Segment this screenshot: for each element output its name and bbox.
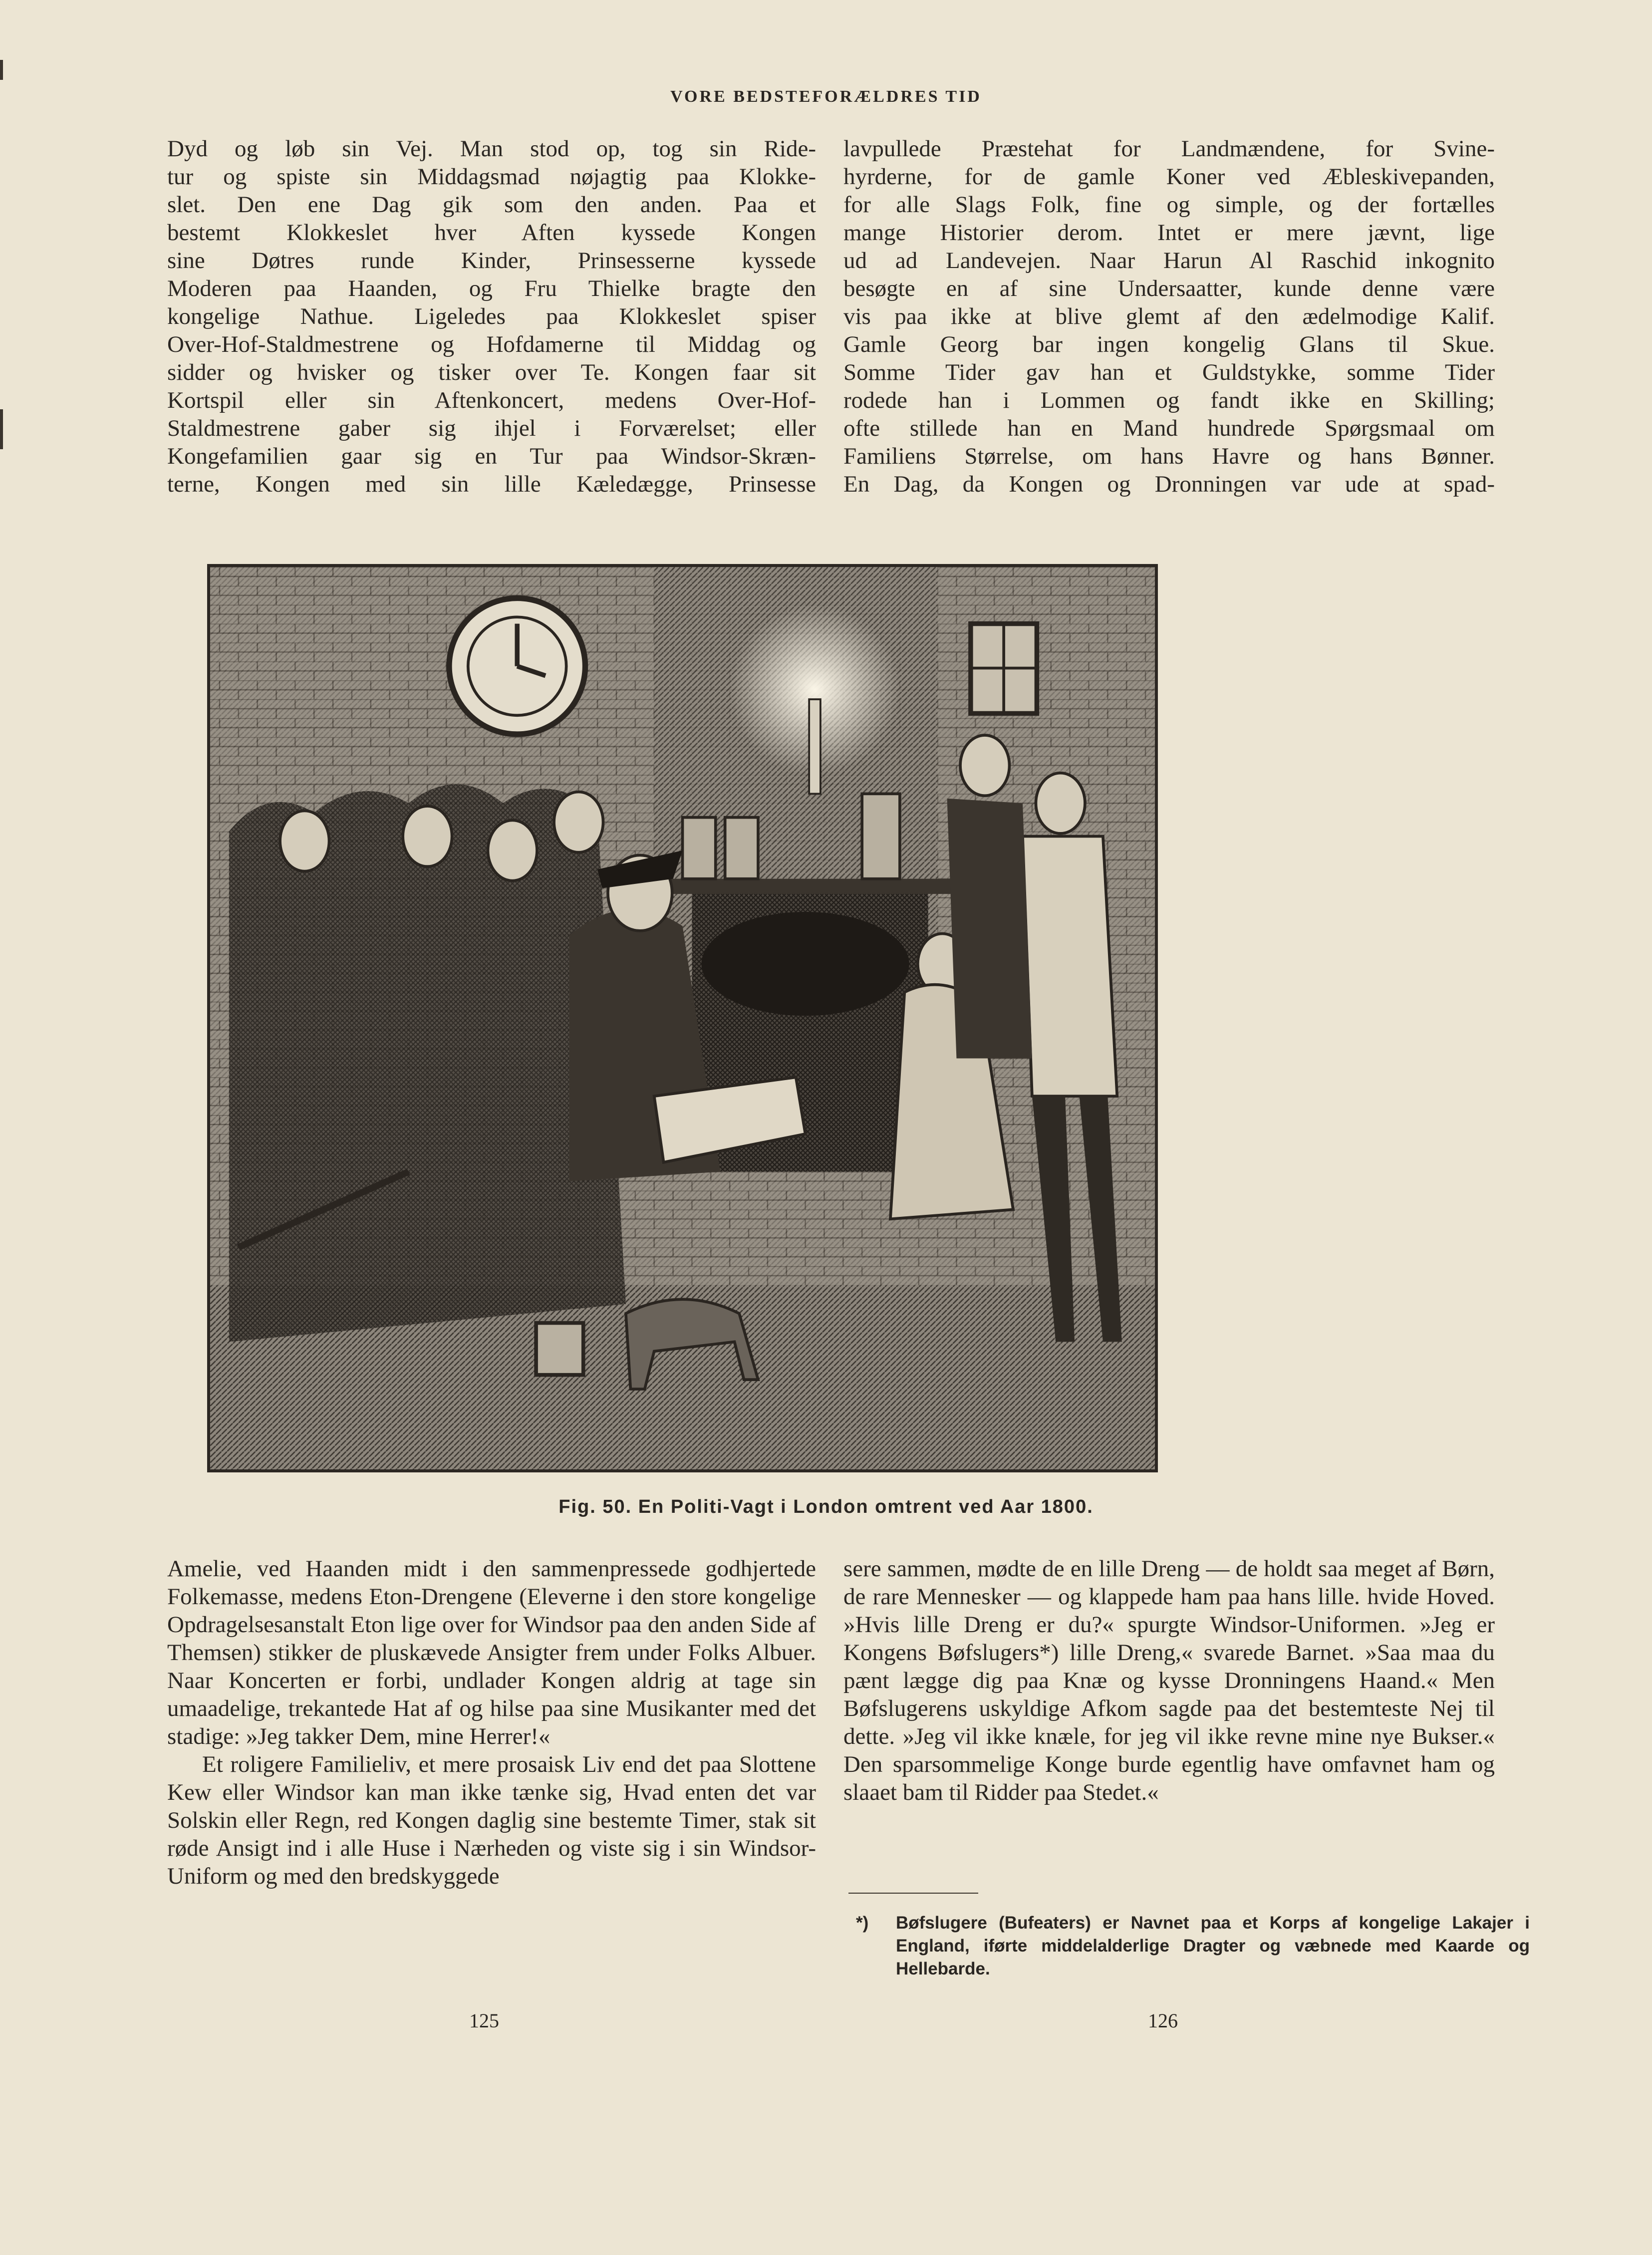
text-line: ofte stillede han en Mand hundrede Spørgsmaal om [843,415,1495,441]
text-line: Dyd og løb sin Vej. Man stod op, tog sin Ride- [167,136,816,162]
text-line: hyrderne, for de gamle Koner ved Æbleskivepanden, [843,164,1495,190]
text-line: sidder og hvisker og tisker over Te. Kongen faar sit [167,359,816,385]
top-right-column [843,135,1495,498]
bottom-right-column [843,1555,1495,1806]
text-line: slet. Den ene Dag gik som den anden. Paa et [167,192,816,218]
text-line: besøgte en af sine Undersaatter, kunde denne være [843,276,1495,301]
text-line: sine Døtres runde Kinder, Prinsesserne kyssede [167,248,816,274]
footnote-marker: *) [856,1913,869,1933]
paragraph: Amelie, ved Haanden midt i den sammenpressede godhjertede Folkemasse, medens Eton-Drengene (Eleverne i den store kongelige Opdragelsesanstalt Eton lige over for Windsor paa den anden Side af Themsen) stikker de pluskævede Ansigter frem under Folks Albuer. Naar Koncerten er forbi, undlader Kongen aldrig at tage sin umaadelige, trekantede Hat af og hilse paa sine Musikanter med det stadige: »Jeg takker Dem, mine Herrer!« [167,1556,816,1749]
text-line: lavpullede Præstehat for Landmændene, for Svine- [843,136,1495,162]
footnote-text: Bøfslugere (Bufeaters) er Navnet paa et Korps af kongelige Lakajer i England, iførte middelalderlige Dragter og væbnede med Kaarde og Hellebarde. [896,1913,1530,1978]
page-number-left: 125 [469,2009,499,2032]
text-line: Familiens Størrelse, om hans Havre og hans Bønner. [843,443,1495,469]
text-line: Over-Hof-Staldmestrene og Hofdamerne til Middag og [167,331,816,357]
top-left-column [167,135,816,498]
engraving-illustration [210,567,1155,1469]
text-line: Staldmestrene gaber sig ihjel i Forværelset; eller [167,415,816,441]
text-line: rodede han i Lommen og fandt ikke en Skilling; [843,387,1495,413]
text-line: tur og spiste sin Middagsmad nøjagtig paa Klokke- [167,164,816,190]
paragraph: Et roligere Familieliv, et mere prosaisk Liv end det paa Slottene Kew eller Windsor kan man ikke tænke sig, Hvad enten det var Solskin eller Regn, red Kongen daglig sine bestemte Timer, stak sit røde Ansigt ind i alle Huse i Nærheden og viste sig i sin Windsor-Uniform og med den bredskyggede [167,1751,816,1889]
text-line: terne, Kongen med sin lille Kæledægge, Prinsesse [167,471,816,497]
text-line: Kongefamilien gaar sig en Tur paa Windsor-Skræn- [167,443,816,469]
margin-mark [0,60,3,80]
text-line: for alle Slags Folk, fine og simple, og der fortælles [843,192,1495,218]
page-number-right: 126 [1148,2009,1178,2032]
text-line: kongelige Nathue. Ligeledes paa Klokkeslet spiser [167,303,816,329]
text-line: Moderen paa Haanden, og Fru Thielke bragte den [167,276,816,301]
running-head: VORE BEDSTEFORÆLDRES TID [670,87,982,106]
paragraph: sere sammen, mødte de en lille Dreng — de holdt saa meget af Børn, de rare Mennesker — og klappede ham paa hans lille. hvide Hoved. »Hvis lille Dreng er du?« spurgte Windsor-Uniformen. »Jeg er Kongens Bøfslugers*) lille Dreng,« svarede Barnet. »Saa maa du pænt lægge dig paa Knæ og kysse Dronningens Haand.« Men Bøfslugerens uskyldige Afkom sagde paa det bestemteste Nej til dette. »Jeg vil ikke knæle, for jeg vil ikke revne mine nye Bukser.« Den sparsommelige Konge burde egentlig have omfavnet ham og slaaet bam til Ridder paa Stedet.« [843,1556,1495,1805]
footnote-rule [848,1893,978,1894]
engraving-figure [207,564,1158,1472]
text-line: bestemt Klokkeslet hver Aften kyssede Kongen [167,220,816,246]
text-line: vis paa ikke at blive glemt af den ædelmodige Kalif. [843,303,1495,329]
bottom-left-column [167,1555,816,1890]
margin-mark [0,409,3,449]
text-line: Kortspil eller sin Aftenkoncert, medens Over-Hof- [167,387,816,413]
text-line: ud ad Landevejen. Naar Harun Al Raschid inkognito [843,248,1495,274]
text-line: En Dag, da Kongen og Dronningen var ude at spad- [843,471,1495,497]
wall-clock-icon [449,598,585,734]
text-line: mange Historier derom. Intet er mere jævnt, lige [843,220,1495,246]
text-line: Somme Tider gav han et Guldstykke, somme Tider [843,359,1495,385]
figure-caption: Fig. 50. En Politi-Vagt i London omtrent ved Aar 1800. [558,1496,1094,1517]
text-line: Gamle Georg bar ingen kongelig Glans til Skue. [843,331,1495,357]
lantern-icon [971,624,1037,714]
footnote [856,1912,1530,1980]
